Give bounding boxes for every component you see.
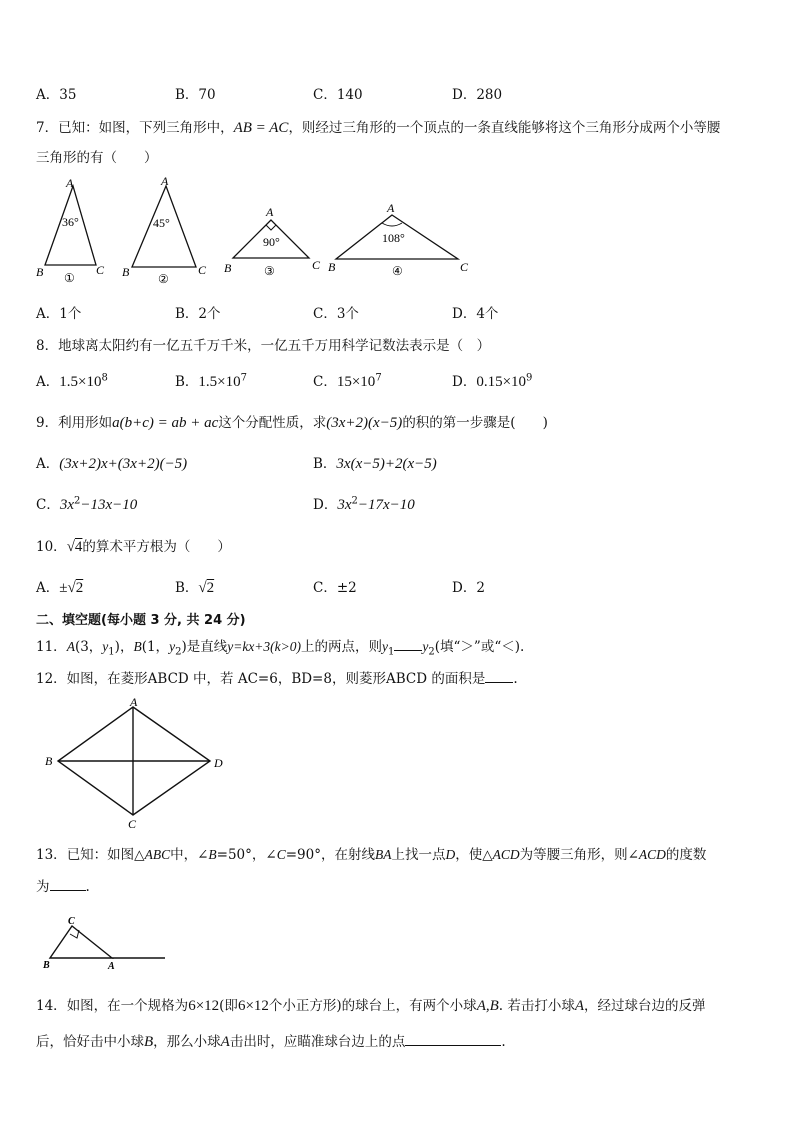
t2-label-a: A (161, 174, 169, 188)
triangle-4 (328, 201, 469, 278)
t4-angle: 108° (382, 231, 405, 245)
q10-a-pm: ± (59, 580, 68, 596)
q8-d-base: 0.15×10 (476, 374, 527, 390)
q12-end: . (513, 671, 518, 687)
q11-text-3: (填“＞”或“＜). (434, 639, 525, 655)
q11-point-b-end: ) (181, 639, 187, 655)
t2-label-c: C (198, 263, 207, 277)
q13-text-8: 的度数 (665, 847, 707, 863)
t1-number: ① (64, 271, 75, 285)
q14-text-3: 个小正方形)的球台上，有两个小球 (268, 998, 477, 1014)
q10-text: 的算术平方根为（ ） (82, 539, 231, 555)
q8-c-exp: 7 (375, 372, 382, 384)
q13-abc: ABC (144, 847, 171, 862)
q11-line-equation: y=kx+3(k>0) (227, 639, 302, 654)
t1-label-a: A (66, 176, 74, 190)
q11-y1: y (102, 639, 109, 654)
q8-c-label: C． (313, 374, 337, 390)
q13-b: B (208, 847, 217, 862)
q13-ba: BA (374, 847, 392, 862)
q12-rhombus-figure (40, 695, 240, 835)
q9-a-label: A． (36, 456, 60, 472)
q8-question: 8．地球离太阳约有一亿五千万千米，一亿五千万用科学记数法表示是（ ） (36, 338, 491, 354)
triangle-3 (224, 205, 321, 278)
q10-b-label: B． (175, 580, 199, 596)
q13-fig-label-b: B (43, 960, 50, 971)
q11-cmp-y1: y (382, 639, 389, 654)
q9-text-1: 利用形如 (58, 415, 113, 431)
t3-label-c: C (312, 258, 321, 272)
q14-line2-a: 后，恰好击中小球 (36, 1034, 144, 1050)
q7-equation: AB = AC (233, 120, 289, 136)
triangle-1 (36, 176, 105, 285)
q9-text-2: 这个分配性质，求 (218, 415, 327, 431)
t1-label-c: C (96, 263, 105, 277)
q11-text-1: 是直线 (186, 639, 228, 655)
q7-question (36, 116, 720, 137)
q8-d-label: D． (452, 374, 477, 390)
q14-end: . (501, 1034, 506, 1050)
q13-line2 (36, 875, 90, 895)
q9-c-exp: 2 (74, 495, 81, 507)
q11-point-b: B (133, 639, 142, 654)
t1-label-b: B (36, 265, 44, 279)
q14-size: 6×12 (188, 998, 220, 1014)
q8-option-b (175, 370, 247, 391)
q9-b-expr: 3x(x−5)+2(x−5) (336, 456, 437, 472)
q7-option-c: C．3个 (313, 306, 359, 322)
q7-option-d: D．4个 (452, 306, 499, 322)
q13-text-6: ，使△ (455, 847, 493, 863)
q6-option-d: D．280 (452, 87, 503, 103)
q7-option-b: B．2个 (175, 306, 221, 322)
q10-a-sqrt: √2 (67, 580, 84, 596)
q10-b-sqrt: √2 (198, 580, 215, 596)
q9-number: 9． (36, 415, 59, 431)
q13-text-2: 中，∠ (170, 847, 209, 863)
q8-b-base: 1.5×10 (198, 374, 241, 390)
q13-question (36, 843, 706, 863)
q8-b-label: B． (175, 374, 199, 390)
q11-point-a-end: )， (114, 639, 134, 655)
q13-text-5: 上找一点 (391, 847, 446, 863)
q13-end: . (85, 879, 90, 895)
q11-point-a: A (66, 639, 75, 654)
q6-option-c: C．140 (313, 87, 363, 103)
q14-a: A (574, 998, 585, 1014)
q10-radicand: 4 (74, 539, 83, 555)
q9-c-post: −13x−10 (80, 497, 138, 513)
q8-c-base: 15×10 (336, 374, 376, 390)
q13-acd: ACD (492, 847, 520, 862)
q7-text-1: 已知：如图，下列三角形中， (58, 120, 234, 136)
q8-d-exp: 9 (526, 372, 533, 384)
q10-question (36, 535, 231, 556)
t2-number: ② (158, 272, 169, 286)
t4-label-c: C (460, 260, 469, 274)
q14-line2-b: ，那么小球 (153, 1034, 221, 1050)
q12-answer-blank[interactable] (485, 670, 513, 683)
q10-number: 10． (36, 539, 67, 555)
t2-angle: 45° (153, 216, 170, 230)
q13-text-4: =90°，在射线 (285, 847, 375, 863)
q13-text-7: 为等腰三角形，则∠ (519, 847, 639, 863)
q10-b-radicand: 2 (206, 580, 215, 596)
q9-option-c (36, 493, 137, 514)
q11-answer-blank[interactable] (394, 638, 422, 651)
t3-label-a: A (266, 205, 274, 219)
q9-d-exp: 2 (351, 495, 358, 507)
q13-number: 13． (36, 847, 67, 863)
t3-label-b: B (224, 261, 232, 275)
q9-question (36, 411, 548, 432)
q14-line2 (36, 1030, 506, 1051)
rhombus-label-a: A (130, 695, 138, 709)
q10-option-d: D．2 (452, 580, 485, 596)
q13-fig-label-c: C (68, 916, 75, 927)
q10-a-radicand: 2 (75, 580, 84, 596)
q11-y2-sub: 2 (175, 646, 182, 658)
q14-line2-c: 击出时，应瞄准球台边上的点 (229, 1034, 406, 1050)
q9-d-post: −17x−10 (357, 497, 415, 513)
q13-text-3: =50°，∠ (216, 847, 277, 863)
q9-option-b (313, 452, 437, 473)
q8-b-exp: 7 (240, 372, 248, 384)
q8-a-base: 1.5×10 (59, 374, 102, 390)
t3-number: ③ (264, 264, 275, 278)
q9-d-label: D． (313, 497, 338, 513)
q7-figures (30, 172, 480, 290)
q9-c-pre: 3x (59, 497, 75, 513)
q8-a-label: A． (36, 374, 60, 390)
rhombus-label-b: B (45, 754, 53, 768)
rhombus-label-c: C (128, 817, 137, 831)
q14-answer-blank[interactable] (405, 1033, 501, 1046)
q9-c-label: C． (36, 497, 60, 513)
t4-label-b: B (328, 260, 336, 274)
q14-text-4: . 若击打小球 (498, 998, 575, 1014)
q11-point-a-coord: (3， (74, 639, 103, 655)
q13-triangle-figure (40, 912, 170, 972)
q10-option-c: C．±2 (313, 580, 357, 596)
q9-expr-1: a(b+c) = ab + ac (112, 415, 219, 431)
q11-cmp-y1-sub: 1 (388, 646, 395, 658)
q8-option-d (452, 370, 532, 391)
q8-option-c (313, 370, 382, 391)
q10-option-a (36, 576, 83, 597)
q8-option-a (36, 370, 108, 391)
q14-text-5: ，经过球台边的反弹 (584, 998, 706, 1014)
q8-a-exp: 8 (101, 372, 108, 384)
q14-number: 14． (36, 998, 67, 1014)
q12-text: 12．如图，在菱形ABCD 中，若 AC=6，BD=8，则菱形ABCD 的面积是 (36, 671, 486, 687)
q14-text-2: (即 (219, 998, 238, 1014)
q14-question (36, 994, 706, 1015)
t3-angle: 90° (263, 235, 280, 249)
q9-option-a (36, 452, 187, 473)
q14-text-1: 如图，在一个规格为 (66, 998, 189, 1014)
t4-number: ④ (392, 264, 403, 278)
q10-a-label: A． (36, 580, 60, 596)
q14-b: B (144, 1034, 154, 1050)
section-2-title: 二、填空题(每小题 3 分, 共 24 分) (36, 613, 246, 628)
q11-text-2: 上的两点，则 (301, 639, 383, 655)
rhombus-label-d: D (214, 756, 223, 770)
q13-acd-2: ACD (638, 847, 666, 862)
q7-number: 7． (36, 120, 59, 136)
q11-cmp-y2: y (422, 639, 429, 654)
q10-option-b (175, 576, 214, 597)
t4-label-a: A (387, 201, 395, 215)
q13-c: C (276, 847, 286, 862)
q10-sqrt: √4 (66, 539, 83, 555)
q7-line2: 三角形的有（ ） (36, 150, 158, 166)
q14-a-2: A (220, 1034, 230, 1050)
q13-line2-text: 为 (36, 879, 50, 895)
t2-label-b: B (122, 265, 130, 279)
q6-option-b: B．70 (175, 87, 216, 103)
q14-size-2: 6×12 (237, 998, 269, 1014)
q7-text-2: ，则经过三角形的一个顶点的一条直线能够将这个三角形分成两个小等腰 (288, 120, 721, 136)
q11-y1-sub: 1 (108, 646, 115, 658)
q13-fig-label-a: A (108, 961, 115, 972)
q13-d: D (445, 847, 456, 862)
q11-y2: y (169, 639, 176, 654)
q11-number: 11． (36, 639, 67, 655)
q9-expr-2: (3x+2)(x−5) (326, 415, 403, 431)
q13-text-1: 已知：如图△ (66, 847, 145, 863)
triangle-2 (122, 174, 207, 286)
q13-answer-blank[interactable] (50, 878, 86, 891)
q11-question (36, 635, 524, 658)
q11-point-b-coord: (1， (141, 639, 170, 655)
t1-angle: 36° (62, 215, 79, 229)
q9-d-pre: 3x (337, 497, 352, 513)
q12-question (36, 667, 518, 687)
q9-b-label: B． (313, 456, 337, 472)
q7-option-a: A．1个 (36, 306, 82, 322)
q11-cmp-y2-sub: 2 (428, 646, 435, 658)
q9-option-d (313, 493, 415, 514)
q9-text-3: 的积的第一步骤是( ) (402, 415, 548, 431)
q9-a-expr: (3x+2)x+(3x+2)(−5) (59, 456, 188, 472)
q6-option-a: A．35 (36, 87, 77, 103)
q14-ab: A,B (476, 998, 499, 1014)
